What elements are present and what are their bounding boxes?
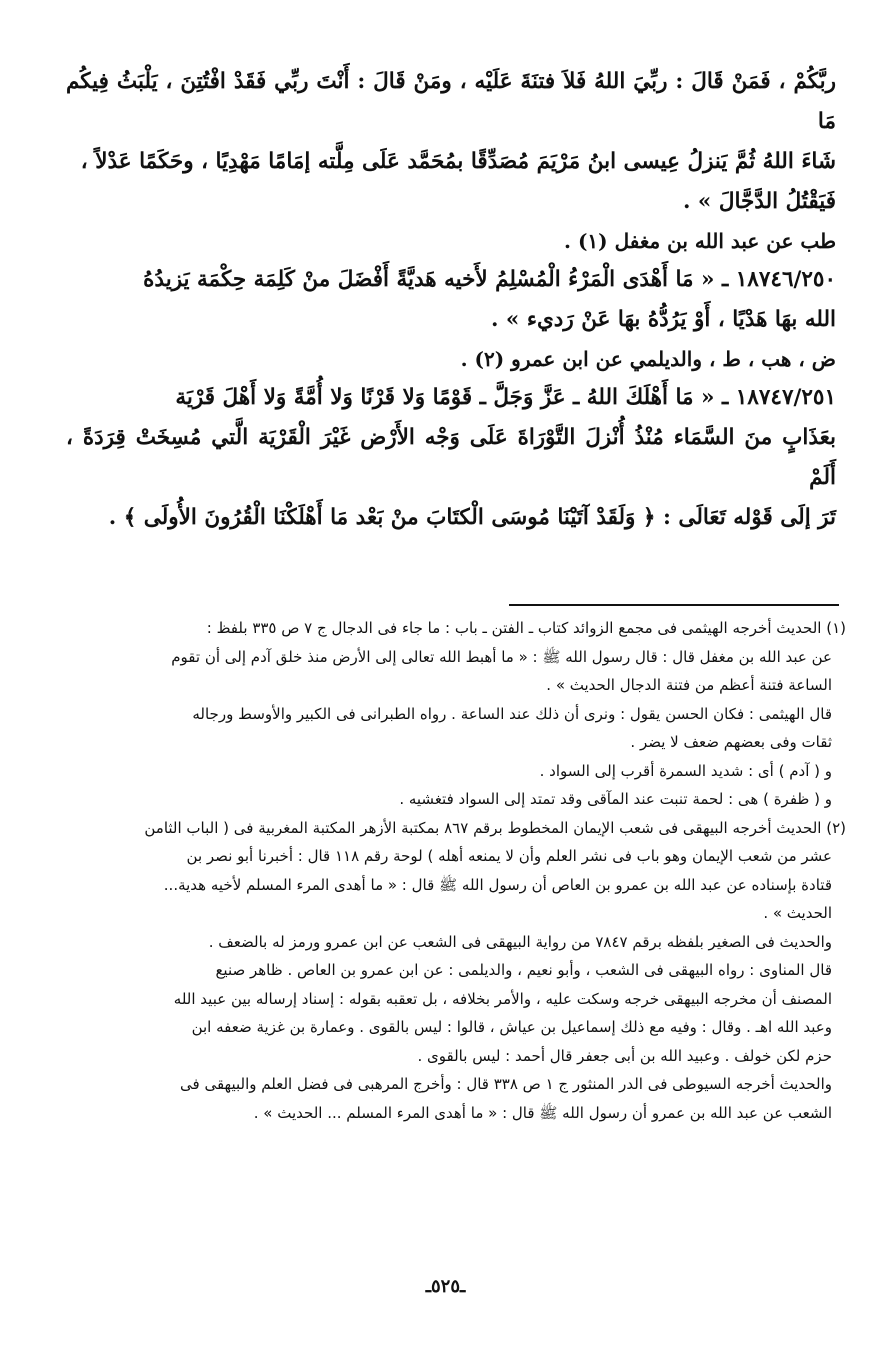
footnote-2-line: والحديث فى الصغير بلفظه برقم ٧٨٤٧ من رواية البيهقى فى الشعب عن ابن عمرو ورمز له بالضعف .: [208, 932, 832, 951]
footnote-2-line: الحديث » .: [763, 904, 832, 922]
footnote-2-line: حزم لكن خولف . وعبيد الله بن أبى جعفر قال أحمد : ليس بالقوى .: [417, 1046, 832, 1065]
footnote-2-line: عشر من شعب الإيمان وهو باب فى نشر العلم وأن لا يمنعه أهله ) لوحة رقم ١١٨ قال : أخبرنا أبو نصر بن: [186, 847, 832, 865]
footnote-1-line: عن عبد الله بن مغفل قال : قال رسول الله ﷺ : « ما أهبط الله تعالى إلى الأرض منذ خلق آدم إلى أن تقوم: [171, 647, 832, 666]
footnote-divider: [509, 604, 839, 606]
footnotes-block: [66, 614, 846, 1127]
hadith-source: طب عن عبد الله بن مغفل (١) .: [564, 229, 836, 253]
hadith-251-line: تَرَ إلَى قَوْله تَعَالَى : ﴿ وَلَقَدْ آتَيْنَا مُوسَى الْكتَابَ منْ بَعْد مَا أَهْلَكْنَا الْقُرُونَ الأُولَى ﴾ .: [108, 505, 836, 530]
hadith-source: ض ، هب ، ط ، والديلمي عن ابن عمرو (٢) .: [460, 347, 836, 371]
hadith-250-line: ١٨٧٤٦/٢٥٠ ـ « مَا أَهْدَى الْمَرْءُ الْمُسْلِمُ لأَخيه هَديَّةً أَفْضَلَ منْ كَلِمَة حِكْمَة يَزيدُهُ: [143, 267, 836, 292]
hadith-251-line: ١٨٧٤٧/٢٥١ ـ « مَا أَهْلَكَ اللهُ ـ عَزَّ وَجَلَّ ـ قَوْمًا وَلا قَرْنًا وَلا أُمَّةً وَلا أَهْلَ قَرْيَة: [175, 385, 836, 410]
page-number: ـ٥٢٥ـ: [425, 1276, 466, 1297]
hadith-text-line: شَاءَ اللهُ ثُمَّ يَنزلُ عِيسى ابنُ مَرْيَمَ مُصَدِّقًا بمُحَمَّد عَلَى مِلَّته إمَامًا مَهْدِيًا ، وحَكَمًا عَدْلاً ،: [80, 149, 836, 174]
footnote-2-line: وعبد الله اهـ . وقال : وفيه مع ذلك إسماعيل بن عياش ، قالوا : ليس بالقوى . وعمارة بن غزية ضعفه ابن: [191, 1018, 832, 1036]
footnote-1-line: ثقات وفى بعضهم ضعف لا يضر .: [630, 733, 832, 751]
footnote-2-line: والحديث أخرجه السيوطى فى الدر المنثور ج ١ ص ٣٣٨ قال : وأخرج المرهبى فى فضل العلم والبيهقى فى: [180, 1075, 832, 1093]
footnote-2-line: المصنف أن مخرجه البيهقى خرجه وسكت عليه ، والأمر بخلافه ، بل تعقبه بقوله : إسناد إرساله بين عبيد الله: [173, 989, 832, 1008]
hadith-250-line: الله بهَا هَدْيًا ، أَوْ يَرُدُّهُ بهَا عَنْ رَديء » .: [490, 307, 836, 332]
hadith-text-line: فَيَقْتُلُ الدَّجَّالَ » .: [682, 189, 836, 214]
footnote-2-line: قال المناوى : رواه البيهقى فى الشعب ، وأبو نعيم ، والديلمى : عن ابن عمرو بن العاص . ظاهر صنيع: [215, 961, 832, 979]
footnote-1-line: و ( آدم ) أى : شديد السمرة أقرب إلى السواد .: [539, 761, 832, 780]
hadith-text-line: ربَّكُمْ ، فَمَنْ قَالَ : ربِّيَ اللهُ فَلاَ فتنَةَ عَلَيْه ، ومَنْ قَالَ : أَنْتَ ربِّي فَقَدْ افْتُتِنَ ، يَلْبَثُ فِيكُم مَا: [66, 69, 836, 134]
footnote-1-line: قال الهيثمى : فكان الحسن يقول : ونرى أن ذلك عند الساعة . رواه الطبرانى فى الكبير والأوسط ورجاله: [192, 704, 832, 723]
main-text-block: [66, 62, 836, 538]
hadith-251-line: بعَذَابٍ منَ السَّمَاء مُنْذُ أُنْزلَ التَّوْرَاةَ عَلَى وَجْه الأَرْض غَيْرَ الْقَرْيَة الَّتي مُسِخَتْ قِرَدَةً ، أَلَمْ: [66, 425, 837, 490]
footnote-1-line: (١) الحديث أخرجه الهيثمى فى مجمع الزوائد كتاب ـ الفتن ـ باب : ما جاء فى الدجال ج ٧ ص ٣٣٥ بلفظ :: [206, 619, 846, 637]
footnote-2-line: (٢) الحديث أخرجه البيهقى فى شعب الإيمان المخطوط برقم ٨٦٧ بمكتبة الأزهر المكتبة المغربية فى ( الباب الثامن: [144, 818, 846, 837]
footnote-2-line: الشعب عن عبد الله بن عمرو أن رسول الله ﷺ قال : « ما أهدى المرء المسلم ... الحديث » .: [253, 1103, 832, 1122]
footnote-1-line: الساعة فتنة أعظم من فتنة الدجال الحديث » .: [546, 676, 832, 694]
footnote-2-line: قتادة بإسناده عن عبد الله بن عمرو بن العاص أن رسول الله ﷺ قال : « ما أهدى المرء المسلم لأخيه هدية...: [163, 875, 832, 894]
footnote-1-line: و ( ظفرة ) هى : لحمة تنبت عند المآقى وقد تمتد إلى السواد فتغشيه .: [399, 790, 832, 808]
